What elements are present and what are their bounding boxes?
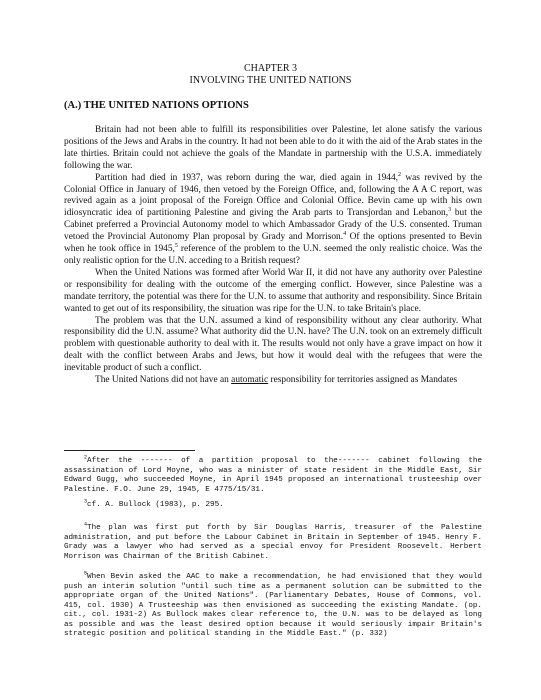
- paragraph-2: [64, 173, 482, 268]
- footnote-number: 5: [84, 570, 88, 577]
- text-span: but the Cabinet preferred a Provincial Autonomy model to which Ambassador Grady of the U.S. consented. Truman vetoed the Provincial Autonomy Plan proposal by Grady and Morrison.: [64, 208, 482, 243]
- text-span: The United Nations did not have an: [95, 375, 232, 386]
- footnote-4: [64, 521, 482, 562]
- footnote-number: 4: [84, 521, 88, 528]
- chapter-number: CHAPTER 3: [243, 63, 298, 74]
- paragraph-5: [64, 375, 482, 387]
- footnote-divider: [64, 450, 195, 451]
- footnote-text: When Bevin asked the AAC to make a recommendation, he had envisioned that they would push an interim solution "until such time as a permanent solution can be submitted to the appropriate organ of the United Nations". (Parliamentary Debates, House of Commons, vol. 415, col. 1930) A Trusteeship was then envisioned as succeeding the existing Mandate. (op. cit., col. 1931-2) As Bullock makes clear reference to, the U.N. was to be delayed as long as possible and was the least desired option because it would seriously impair Britain's strategic position and political standing in the Middle East." (p. 332): [64, 573, 482, 638]
- footnote-3: [64, 498, 482, 511]
- footnote-5: [64, 570, 482, 640]
- text-span: Partition had died in 1937, was reborn during the war, died again in 1944,: [95, 172, 398, 183]
- text-span: reference of the problem to the U.N. seemed the only realistic choice. Was the only realistic option for the U.N. acceding to a British request?: [64, 244, 482, 266]
- footnote-ref-3: 3: [448, 207, 452, 214]
- footnote-ref-2: 2: [397, 171, 401, 178]
- paragraph-4: The problem was that the U.N. assumed a kind of responsibility without any clear authority. What responsibility did the U.N. assume? What authority did the U.N. have? The U.N. took on an extremely difficult problem with questionable authority to deal with it. The results would not only have a grave impact on how it dealt with the conflict between Arabs and Jews, but how it would deal with the refugees that were the inevitable product of such a conflict.: [64, 315, 482, 374]
- footnote-text: The plan was first put forth by Sir Douglas Harris, treasurer of the Palestine administration, and put before the Labour Cabinet in Britain in September of 1945. Henry F. Grady was a lawyer who had served as a special envoy for President Roosevelt. Herbert Morrison was Chairman of the British Cabinet.: [64, 524, 482, 561]
- text-span: Of the options presented to Bevin when he took office in 1945,: [64, 232, 482, 255]
- section-heading: (A.) THE UNITED NATIONS OPTIONS: [64, 100, 249, 111]
- text-span: responsibility for territories assigned as Mandates: [268, 375, 458, 386]
- text-span: was revived by the Colonial Office in January of 1946, then vetoed by the Foreign Office, and, following the A A C report, was revived again as a joint proposal of the Foreign Office and Colonial Office. Bevin came up with his own idiosyncratic idea of partitioning Palestine and giving the Arab parts to Transjordan and Lebanon,: [64, 172, 482, 219]
- footnote-ref-4: 4: [343, 231, 347, 238]
- paragraph-1: Britain had not been able to fulfill its responsibilities over Palestine, let alone satisfy the various positions of the Jews and Arabs in the country. It had not been able to do it with the aid of the Arab states in the late thirties. Britain could not achieve the goals of the Mandate in partnership with the U.S.A. immediately following the war.: [64, 125, 482, 171]
- footnote-ref-5: 5: [174, 242, 178, 249]
- chapter-title: INVOLVING THE UNITED NATIONS: [189, 75, 352, 86]
- body-text: [64, 125, 482, 387]
- footnote-text: cf. A. Bullock (1983), p. 295.: [87, 501, 224, 509]
- footnote-text: After the ------- of a partition proposal to the------- cabinet following the assassination of Lord Moyne, who was a minister of state resident in the Middle East, Sir Edward Gugg, who succeeded Moyne, in April 1945 proposed an international trusteeship over Palestine. F.O. June 29, 1945, E 4775/15/31.: [64, 457, 482, 494]
- footnote-number: 3: [84, 498, 88, 505]
- footnote-number: 2: [84, 454, 88, 461]
- paragraph-3: When the United Nations was formed after World War II, it did not have any authority over Palestine or responsibility for dealing with the outcome of the emerging conflict. However, since Palestine was a mandate territory, the potential was there for the U.N. to assume that authority and responsibility. Since Britain wanted to get out of its responsibility, the situation was ripe for the U.N. to take Britain's place.: [64, 267, 482, 314]
- underlined-word: automatic: [231, 375, 269, 386]
- footnote-2: [64, 454, 482, 495]
